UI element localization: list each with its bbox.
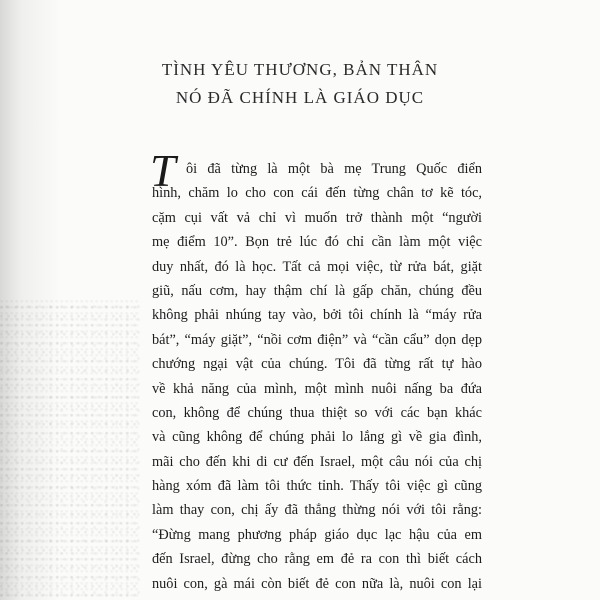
- drop-cap: T: [150, 145, 176, 196]
- text-line: chướng ngại vật của chúng. Tôi đã từng rất tự hào: [152, 356, 482, 373]
- text-line: làm thay con, chị ấy đã thẳng thừng nói với tôi rằng:: [152, 502, 482, 519]
- text-line: và cũng không để chúng phải lo lắng gì về gia đình,: [152, 429, 482, 446]
- text-line: ôi đã từng là một bà mẹ Trung Quốc điển: [186, 161, 482, 177]
- text-line: đến Israel, đừng cho rằng em đẻ ra con thì biết cách: [152, 551, 482, 568]
- text-line: con, không để chúng thua thiệt so với các bạn khác: [152, 404, 482, 421]
- text-line: duy nhất, đó là học. Tất cả mọi việc, từ rửa bát, giặt: [152, 258, 482, 275]
- text-line: hàng xóm đã làm tôi thức tỉnh. Thấy tôi việc gì cũng: [152, 478, 482, 495]
- text-line: “Đừng mang phương pháp giáo dục lạc hậu của em: [152, 526, 482, 543]
- text-line: mẹ điểm 10”. Bọn trẻ lúc đó chỉ cần làm một việc: [152, 234, 482, 251]
- chapter-title-line-1: TÌNH YÊU THƯƠNG, BẢN THÂN: [161, 60, 439, 79]
- text-line: bát”, “máy giặt”, “nồi cơm điện” và “cần cẩu” dọn dẹp: [152, 331, 482, 348]
- text-line: hình, chăm lo cho con cái đến từng chân tơ kẽ tóc,: [152, 185, 482, 202]
- body-paragraph: [152, 157, 482, 596]
- page-texture: [0, 300, 140, 600]
- chapter-title-line-2: NÓ ĐÃ CHÍNH LÀ GIÁO DỤC: [175, 88, 425, 107]
- text-line: về khả năng của mình, một mình nuôi nấng ba đứa: [152, 380, 482, 397]
- text-line: không phải nhúng tay vào, bởi tôi chính là “máy rửa: [152, 307, 482, 324]
- text-line: giũ, nấu cơm, hay thậm chí là gấp chăn, chúng đều: [152, 282, 482, 299]
- text-line: nuôi con, gà mái còn biết đẻ con nữa là, nuôi con lại: [152, 575, 482, 592]
- text-line: cặm cụi vất vả chỉ vì muốn trở thành một “người: [152, 209, 482, 226]
- text-line: mãi cho đến khi di cư đến Israel, một câu nói của chị: [152, 453, 482, 470]
